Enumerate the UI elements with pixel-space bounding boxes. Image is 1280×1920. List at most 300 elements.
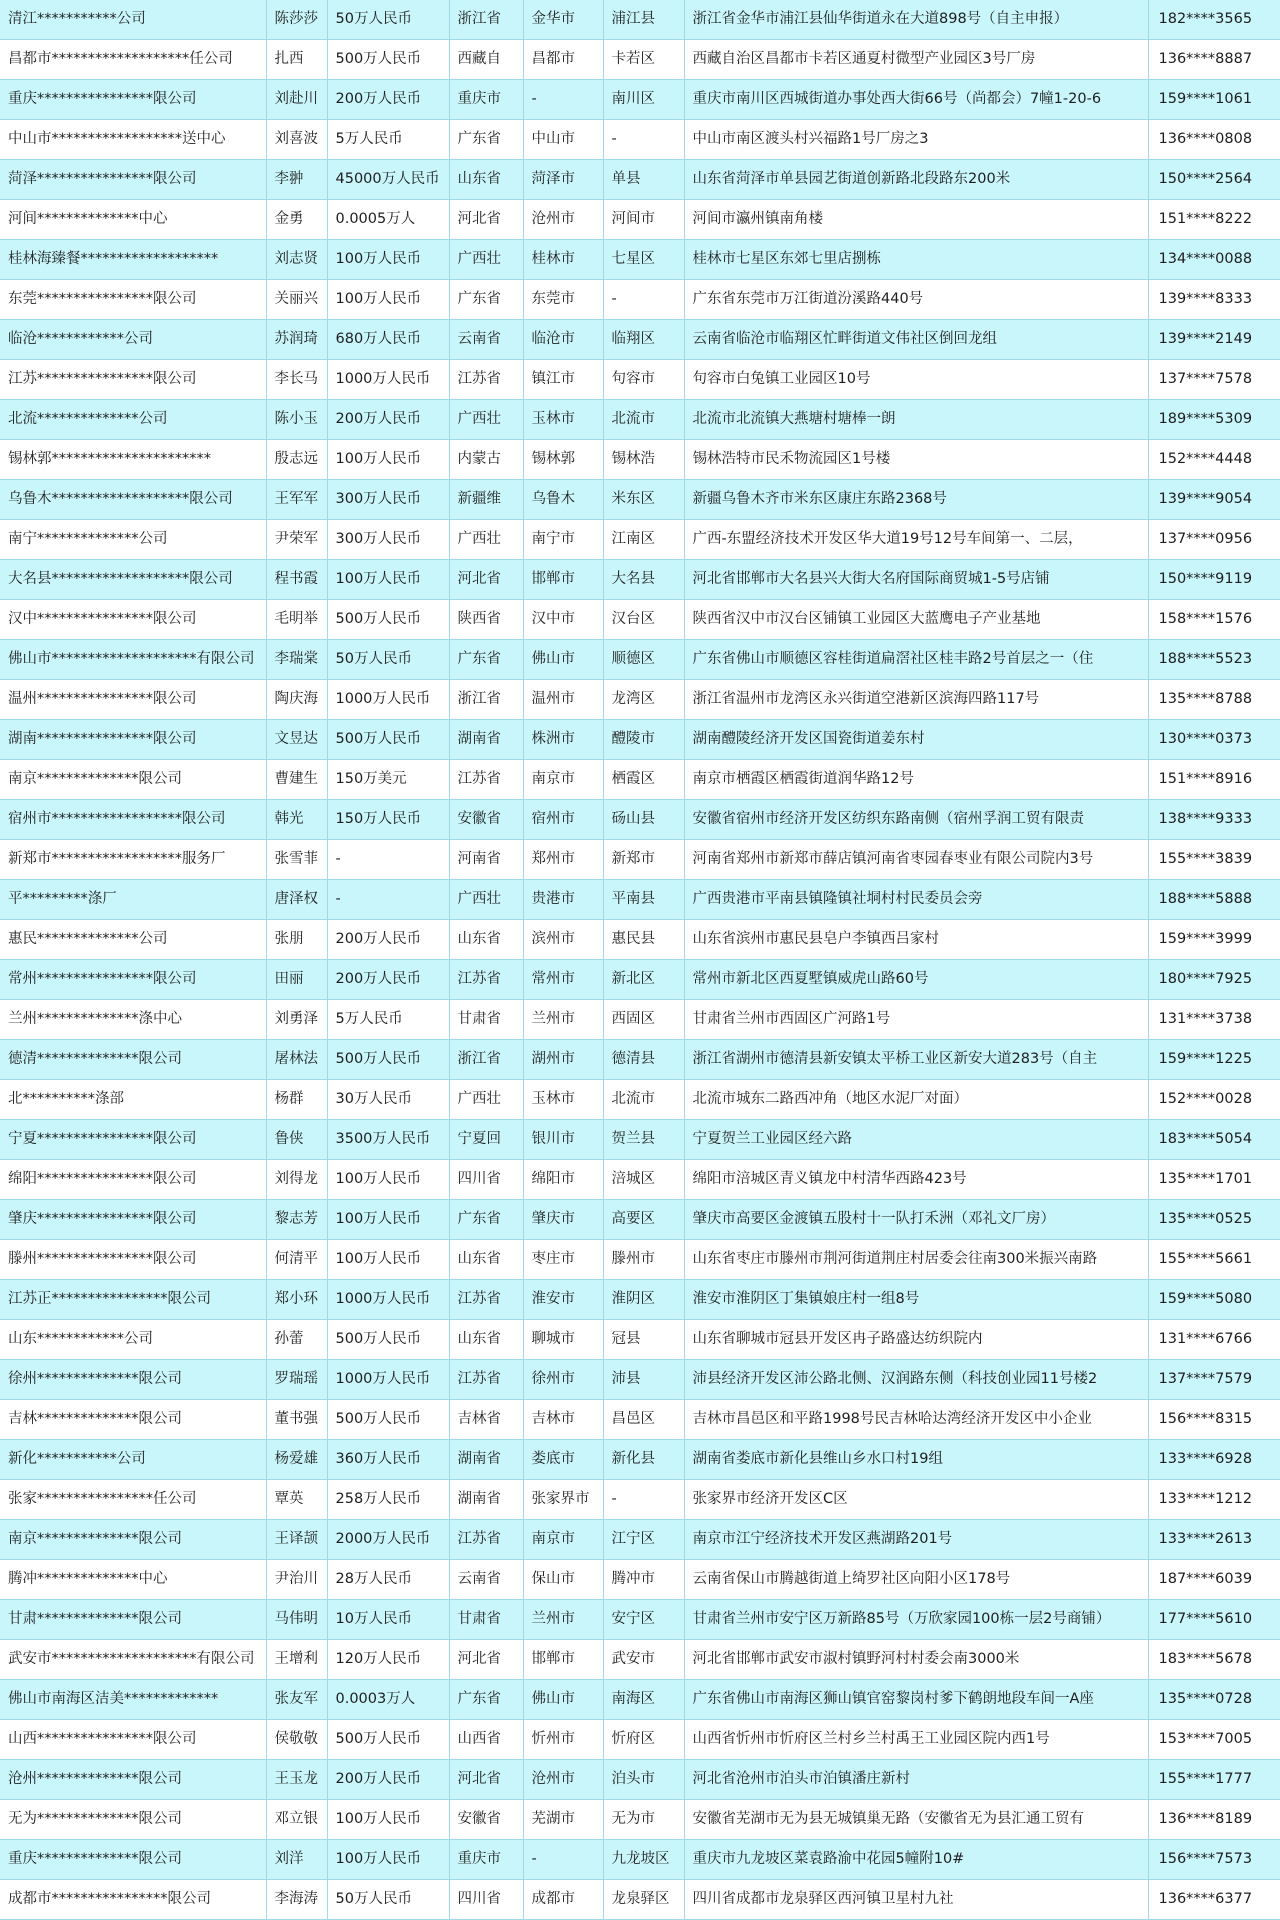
table-row xyxy=(0,640,1280,680)
address-cell: 河北省邯郸市武安市淑村镇野河村村委会南3000米 xyxy=(684,1640,1148,1680)
registered-capital-cell: 360万人民币 xyxy=(327,1440,449,1480)
registered-capital-cell: 0.0003万人 xyxy=(327,1680,449,1720)
table-row xyxy=(0,720,1280,760)
registered-capital-cell: 258万人民币 xyxy=(327,1480,449,1520)
province-cell: 甘肃省 xyxy=(449,1600,523,1640)
company-name-cell: 河间**************中心 xyxy=(0,200,266,240)
city-cell: 聊城市 xyxy=(523,1320,603,1360)
district-cell: 句容市 xyxy=(603,360,684,400)
phone-cell: 135****1701 xyxy=(1148,1160,1280,1200)
district-cell: 南川区 xyxy=(603,80,684,120)
company-name-cell: 甘肃**************限公司 xyxy=(0,1600,266,1640)
province-cell: 河北省 xyxy=(449,1640,523,1680)
address-cell: 锡林浩特市民禾物流园区1号楼 xyxy=(684,440,1148,480)
legal-rep-cell: 扎西 xyxy=(266,40,327,80)
address-cell: 宁夏贺兰工业园区经六路 xyxy=(684,1120,1148,1160)
city-cell: 郑州市 xyxy=(523,840,603,880)
phone-cell: 136****8189 xyxy=(1148,1800,1280,1840)
phone-cell: 137****0956 xyxy=(1148,520,1280,560)
phone-cell: 159****5080 xyxy=(1148,1280,1280,1320)
address-cell: 广西-东盟经济技术开发区华大道19号12号车间第一、二层， xyxy=(684,520,1148,560)
company-name-cell: 湖南****************限公司 xyxy=(0,720,266,760)
registered-capital-cell: 300万人民币 xyxy=(327,520,449,560)
city-cell: 成都市 xyxy=(523,1880,603,1920)
company-name-cell: 清江***********公司 xyxy=(0,0,266,40)
address-cell: 河南省郑州市新郑市薛店镇河南省枣园春枣业有限公司院内3号 xyxy=(684,840,1148,880)
phone-cell: 180****7925 xyxy=(1148,960,1280,1000)
company-name-cell: 新化***********公司 xyxy=(0,1440,266,1480)
city-cell: 锡林郭 xyxy=(523,440,603,480)
district-cell: - xyxy=(603,280,684,320)
registered-capital-cell: 200万人民币 xyxy=(327,960,449,1000)
table-row xyxy=(0,280,1280,320)
address-cell: 北流市城东二路西冲角（地区水泥厂对面） xyxy=(684,1080,1148,1120)
table-row xyxy=(0,200,1280,240)
address-cell: 广东省东莞市万江街道汾溪路440号 xyxy=(684,280,1148,320)
registered-capital-cell: 200万人民币 xyxy=(327,400,449,440)
legal-rep-cell: 刘志贤 xyxy=(266,240,327,280)
table-row xyxy=(0,1720,1280,1760)
legal-rep-cell: 陈小玉 xyxy=(266,400,327,440)
company-name-cell: 武安市********************有限公司 xyxy=(0,1640,266,1680)
province-cell: 广东省 xyxy=(449,1680,523,1720)
registered-capital-cell: 45000万人民币 xyxy=(327,160,449,200)
province-cell: 广西壮 xyxy=(449,520,523,560)
company-name-cell: 大名县*******************限公司 xyxy=(0,560,266,600)
province-cell: 河北省 xyxy=(449,1760,523,1800)
company-name-cell: 北流**************公司 xyxy=(0,400,266,440)
registered-capital-cell: 120万人民币 xyxy=(327,1640,449,1680)
registered-capital-cell: 100万人民币 xyxy=(327,1840,449,1880)
city-cell: 枣庄市 xyxy=(523,1240,603,1280)
company-name-cell: 临沧************公司 xyxy=(0,320,266,360)
city-cell: 兰州市 xyxy=(523,1600,603,1640)
city-cell: - xyxy=(523,80,603,120)
district-cell: 滕州市 xyxy=(603,1240,684,1280)
table-row xyxy=(0,1440,1280,1480)
address-cell: 广西贵港市平南县镇隆镇社垌村村民委员会旁 xyxy=(684,880,1148,920)
district-cell: 七星区 xyxy=(603,240,684,280)
table-row xyxy=(0,600,1280,640)
address-cell: 安徽省宿州市经济开发区纺织东路南侧（宿州孚润工贸有限责 xyxy=(684,800,1148,840)
address-cell: 云南省临沧市临翔区忙畔街道文伟社区倒回龙组 xyxy=(684,320,1148,360)
address-cell: 广东省佛山市顺德区容桂街道扁滘社区桂丰路2号首层之一（住 xyxy=(684,640,1148,680)
city-cell: 沧州市 xyxy=(523,200,603,240)
table-row xyxy=(0,1320,1280,1360)
address-cell: 云南省保山市腾越街道上绮罗社区向阳小区178号 xyxy=(684,1560,1148,1600)
company-name-cell: 山西****************限公司 xyxy=(0,1720,266,1760)
registered-capital-cell: 5万人民币 xyxy=(327,120,449,160)
registered-capital-cell: 500万人民币 xyxy=(327,1040,449,1080)
province-cell: 安徽省 xyxy=(449,800,523,840)
table-row xyxy=(0,1520,1280,1560)
city-cell: 湖州市 xyxy=(523,1040,603,1080)
table-row xyxy=(0,80,1280,120)
phone-cell: 159****1225 xyxy=(1148,1040,1280,1080)
district-cell: 锡林浩 xyxy=(603,440,684,480)
city-cell: 银川市 xyxy=(523,1120,603,1160)
city-cell: - xyxy=(523,1840,603,1880)
table-row xyxy=(0,800,1280,840)
province-cell: 广东省 xyxy=(449,280,523,320)
registered-capital-cell: 50万人民币 xyxy=(327,640,449,680)
company-name-cell: 绵阳****************限公司 xyxy=(0,1160,266,1200)
company-name-cell: 惠民**************公司 xyxy=(0,920,266,960)
address-cell: 山东省菏泽市单县园艺街道创新路北段路东200米 xyxy=(684,160,1148,200)
table-row xyxy=(0,1280,1280,1320)
company-name-cell: 温州****************限公司 xyxy=(0,680,266,720)
registered-capital-cell: 3500万人民币 xyxy=(327,1120,449,1160)
company-name-cell: 张家****************任公司 xyxy=(0,1480,266,1520)
registered-capital-cell: 500万人民币 xyxy=(327,1320,449,1360)
district-cell: 砀山县 xyxy=(603,800,684,840)
registered-capital-cell: - xyxy=(327,880,449,920)
registered-capital-cell: 150万人民币 xyxy=(327,800,449,840)
phone-cell: 136****8887 xyxy=(1148,40,1280,80)
company-name-cell: 德清**************限公司 xyxy=(0,1040,266,1080)
phone-cell: 131****6766 xyxy=(1148,1320,1280,1360)
province-cell: 湖南省 xyxy=(449,1440,523,1480)
table-row xyxy=(0,1760,1280,1800)
city-cell: 南京市 xyxy=(523,760,603,800)
district-cell: 九龙坡区 xyxy=(603,1840,684,1880)
district-cell: 江南区 xyxy=(603,520,684,560)
district-cell: 新郑市 xyxy=(603,840,684,880)
phone-cell: 187****6039 xyxy=(1148,1560,1280,1600)
city-cell: 玉林市 xyxy=(523,400,603,440)
city-cell: 张家界市 xyxy=(523,1480,603,1520)
table-row xyxy=(0,1480,1280,1520)
province-cell: 广西壮 xyxy=(449,1080,523,1120)
address-cell: 浙江省金华市浦江县仙华街道永在大道898号（自主申报） xyxy=(684,0,1148,40)
city-cell: 宿州市 xyxy=(523,800,603,840)
company-name-cell: 腾冲**************中心 xyxy=(0,1560,266,1600)
district-cell: 栖霞区 xyxy=(603,760,684,800)
phone-cell: 155****1777 xyxy=(1148,1760,1280,1800)
registered-capital-cell: 200万人民币 xyxy=(327,1760,449,1800)
district-cell: 无为市 xyxy=(603,1800,684,1840)
registered-capital-cell: 100万人民币 xyxy=(327,1240,449,1280)
city-cell: 汉中市 xyxy=(523,600,603,640)
table-row xyxy=(0,320,1280,360)
table-row xyxy=(0,1080,1280,1120)
table-row xyxy=(0,1400,1280,1440)
company-name-cell: 宿州市******************限公司 xyxy=(0,800,266,840)
table-row xyxy=(0,1160,1280,1200)
registered-capital-cell: 10万人民币 xyxy=(327,1600,449,1640)
city-cell: 菏泽市 xyxy=(523,160,603,200)
phone-cell: 133****2613 xyxy=(1148,1520,1280,1560)
district-cell: 昌邑区 xyxy=(603,1400,684,1440)
company-name-cell: 汉中****************限公司 xyxy=(0,600,266,640)
table-row xyxy=(0,1560,1280,1600)
province-cell: 重庆市 xyxy=(449,80,523,120)
district-cell: 汉台区 xyxy=(603,600,684,640)
province-cell: 江苏省 xyxy=(449,360,523,400)
address-cell: 中山市南区渡头村兴福路1号厂房之3 xyxy=(684,120,1148,160)
address-cell: 山西省忻州市忻府区兰村乡兰村禹王工业园区院内西1号 xyxy=(684,1720,1148,1760)
company-name-cell: 滕州****************限公司 xyxy=(0,1240,266,1280)
table-row xyxy=(0,880,1280,920)
legal-rep-cell: 刘洋 xyxy=(266,1840,327,1880)
district-cell: 新北区 xyxy=(603,960,684,1000)
province-cell: 内蒙古 xyxy=(449,440,523,480)
province-cell: 广东省 xyxy=(449,1200,523,1240)
table-row xyxy=(0,240,1280,280)
company-name-cell: 徐州**************限公司 xyxy=(0,1360,266,1400)
district-cell: 泊头市 xyxy=(603,1760,684,1800)
phone-cell: 130****0373 xyxy=(1148,720,1280,760)
company-name-cell: 南宁**************公司 xyxy=(0,520,266,560)
table-row xyxy=(0,1240,1280,1280)
legal-rep-cell: 邓立银 xyxy=(266,1800,327,1840)
registered-capital-cell: - xyxy=(327,840,449,880)
company-name-cell: 重庆****************限公司 xyxy=(0,80,266,120)
province-cell: 云南省 xyxy=(449,320,523,360)
legal-rep-cell: 刘得龙 xyxy=(266,1160,327,1200)
company-name-cell: 桂林海臻餐******************* xyxy=(0,240,266,280)
table-row xyxy=(0,560,1280,600)
phone-cell: 152****4448 xyxy=(1148,440,1280,480)
city-cell: 贵港市 xyxy=(523,880,603,920)
district-cell: 卡若区 xyxy=(603,40,684,80)
phone-cell: 183****5678 xyxy=(1148,1640,1280,1680)
registered-capital-cell: 1000万人民币 xyxy=(327,1280,449,1320)
city-cell: 邯郸市 xyxy=(523,560,603,600)
legal-rep-cell: 尹荣军 xyxy=(266,520,327,560)
city-cell: 温州市 xyxy=(523,680,603,720)
phone-cell: 153****7005 xyxy=(1148,1720,1280,1760)
province-cell: 重庆市 xyxy=(449,1840,523,1880)
phone-cell: 133****1212 xyxy=(1148,1480,1280,1520)
legal-rep-cell: 何清平 xyxy=(266,1240,327,1280)
city-cell: 忻州市 xyxy=(523,1720,603,1760)
registered-capital-cell: 100万人民币 xyxy=(327,1200,449,1240)
district-cell: 新化县 xyxy=(603,1440,684,1480)
phone-cell: 151****8916 xyxy=(1148,760,1280,800)
registered-capital-cell: 30万人民币 xyxy=(327,1080,449,1120)
province-cell: 广东省 xyxy=(449,640,523,680)
legal-rep-cell: 李长马 xyxy=(266,360,327,400)
table-row xyxy=(0,120,1280,160)
company-name-cell: 新郑市******************服务厂 xyxy=(0,840,266,880)
district-cell: 武安市 xyxy=(603,1640,684,1680)
district-cell: 临翔区 xyxy=(603,320,684,360)
registered-capital-cell: 1000万人民币 xyxy=(327,1360,449,1400)
district-cell: 浦江县 xyxy=(603,0,684,40)
city-cell: 临沧市 xyxy=(523,320,603,360)
phone-cell: 155****3839 xyxy=(1148,840,1280,880)
phone-cell: 136****6377 xyxy=(1148,1880,1280,1920)
company-name-cell: 山东************公司 xyxy=(0,1320,266,1360)
legal-rep-cell: 曹建生 xyxy=(266,760,327,800)
address-cell: 山东省聊城市冠县开发区冉子路盛达纺织院内 xyxy=(684,1320,1148,1360)
city-cell: 保山市 xyxy=(523,1560,603,1600)
company-name-cell: 菏泽****************限公司 xyxy=(0,160,266,200)
table-row xyxy=(0,1600,1280,1640)
city-cell: 兰州市 xyxy=(523,1000,603,1040)
table-row xyxy=(0,1800,1280,1840)
province-cell: 广西壮 xyxy=(449,880,523,920)
company-name-cell: 佛山市********************有限公司 xyxy=(0,640,266,680)
registered-capital-cell: 50万人民币 xyxy=(327,0,449,40)
district-cell: 惠民县 xyxy=(603,920,684,960)
address-cell: 张家界市经济开发区C区 xyxy=(684,1480,1148,1520)
table-row xyxy=(0,480,1280,520)
legal-rep-cell: 毛明举 xyxy=(266,600,327,640)
district-cell: 西固区 xyxy=(603,1000,684,1040)
district-cell: 贺兰县 xyxy=(603,1120,684,1160)
city-cell: 徐州市 xyxy=(523,1360,603,1400)
legal-rep-cell: 李瑞棠 xyxy=(266,640,327,680)
registered-capital-cell: 100万人民币 xyxy=(327,560,449,600)
city-cell: 桂林市 xyxy=(523,240,603,280)
table-row xyxy=(0,1880,1280,1920)
city-cell: 玉林市 xyxy=(523,1080,603,1120)
table-row xyxy=(0,360,1280,400)
phone-cell: 135****0525 xyxy=(1148,1200,1280,1240)
province-cell: 广西壮 xyxy=(449,240,523,280)
legal-rep-cell: 刘喜波 xyxy=(266,120,327,160)
legal-rep-cell: 王军军 xyxy=(266,480,327,520)
district-cell: 江宁区 xyxy=(603,1520,684,1560)
phone-cell: 139****8333 xyxy=(1148,280,1280,320)
registered-capital-cell: 300万人民币 xyxy=(327,480,449,520)
province-cell: 广东省 xyxy=(449,120,523,160)
address-cell: 吉林市昌邑区和平路1998号民吉林哈达湾经济开发区中小企业 xyxy=(684,1400,1148,1440)
province-cell: 河北省 xyxy=(449,200,523,240)
phone-cell: 133****6928 xyxy=(1148,1440,1280,1480)
phone-cell: 137****7578 xyxy=(1148,360,1280,400)
legal-rep-cell: 侯敬敬 xyxy=(266,1720,327,1760)
company-name-cell: 南京**************限公司 xyxy=(0,760,266,800)
address-cell: 南京市江宁经济技术开发区燕湖路201号 xyxy=(684,1520,1148,1560)
phone-cell: 158****1576 xyxy=(1148,600,1280,640)
city-cell: 株洲市 xyxy=(523,720,603,760)
registered-capital-cell: 200万人民币 xyxy=(327,920,449,960)
legal-rep-cell: 王译颉 xyxy=(266,1520,327,1560)
company-name-cell: 吉林**************限公司 xyxy=(0,1400,266,1440)
province-cell: 四川省 xyxy=(449,1880,523,1920)
address-cell: 浙江省温州市龙湾区永兴街道空港新区滨海四路117号 xyxy=(684,680,1148,720)
registered-capital-cell: 5万人民币 xyxy=(327,1000,449,1040)
district-cell: 龙泉驿区 xyxy=(603,1880,684,1920)
address-cell: 桂林市七星区东郊七里店捌栋 xyxy=(684,240,1148,280)
district-cell: 沛县 xyxy=(603,1360,684,1400)
table-row xyxy=(0,840,1280,880)
city-cell: 镇江市 xyxy=(523,360,603,400)
company-name-cell: 常州****************限公司 xyxy=(0,960,266,1000)
district-cell: 安宁区 xyxy=(603,1600,684,1640)
table-row xyxy=(0,1680,1280,1720)
city-cell: 滨州市 xyxy=(523,920,603,960)
company-name-cell: 乌鲁木*******************限公司 xyxy=(0,480,266,520)
address-cell: 湖南醴陵经济开发区国瓷街道姜东村 xyxy=(684,720,1148,760)
table-row xyxy=(0,680,1280,720)
legal-rep-cell: 殷志远 xyxy=(266,440,327,480)
company-name-cell: 东莞****************限公司 xyxy=(0,280,266,320)
legal-rep-cell: 郑小环 xyxy=(266,1280,327,1320)
province-cell: 新疆维 xyxy=(449,480,523,520)
province-cell: 陕西省 xyxy=(449,600,523,640)
table-row xyxy=(0,1120,1280,1160)
address-cell: 重庆市九龙坡区菜袁路渝中花园5幢附10# xyxy=(684,1840,1148,1880)
city-cell: 淮安市 xyxy=(523,1280,603,1320)
district-cell: 北流市 xyxy=(603,400,684,440)
city-cell: 金华市 xyxy=(523,0,603,40)
legal-rep-cell: 韩光 xyxy=(266,800,327,840)
district-cell: 龙湾区 xyxy=(603,680,684,720)
registered-capital-cell: 500万人民币 xyxy=(327,1720,449,1760)
province-cell: 湖南省 xyxy=(449,720,523,760)
district-cell: 北流市 xyxy=(603,1080,684,1120)
province-cell: 山东省 xyxy=(449,160,523,200)
province-cell: 江苏省 xyxy=(449,1520,523,1560)
table-row xyxy=(0,1040,1280,1080)
registered-capital-cell: 500万人民币 xyxy=(327,40,449,80)
address-cell: 河北省沧州市泊头市泊镇潘庄新村 xyxy=(684,1760,1148,1800)
phone-cell: 152****0028 xyxy=(1148,1080,1280,1120)
registered-capital-cell: 500万人民币 xyxy=(327,1400,449,1440)
table-row xyxy=(0,1200,1280,1240)
registered-capital-cell: 150万美元 xyxy=(327,760,449,800)
district-cell: 南海区 xyxy=(603,1680,684,1720)
province-cell: 云南省 xyxy=(449,1560,523,1600)
city-cell: 邯郸市 xyxy=(523,1640,603,1680)
registered-capital-cell: 1000万人民币 xyxy=(327,360,449,400)
address-cell: 句容市白兔镇工业园区10号 xyxy=(684,360,1148,400)
address-cell: 陕西省汉中市汉台区铺镇工业园区大蓝鹰电子产业基地 xyxy=(684,600,1148,640)
city-cell: 中山市 xyxy=(523,120,603,160)
legal-rep-cell: 张友军 xyxy=(266,1680,327,1720)
company-name-cell: 沧州**************限公司 xyxy=(0,1760,266,1800)
phone-cell: 156****7573 xyxy=(1148,1840,1280,1880)
address-cell: 山东省枣庄市滕州市荆河街道荆庄村居委会往南300米振兴南路 xyxy=(684,1240,1148,1280)
phone-cell: 159****1061 xyxy=(1148,80,1280,120)
company-name-cell: 中山市******************送中心 xyxy=(0,120,266,160)
province-cell: 浙江省 xyxy=(449,0,523,40)
province-cell: 江苏省 xyxy=(449,1280,523,1320)
phone-cell: 137****7579 xyxy=(1148,1360,1280,1400)
phone-cell: 183****5054 xyxy=(1148,1120,1280,1160)
district-cell: 顺德区 xyxy=(603,640,684,680)
registered-capital-cell: 0.0005万人 xyxy=(327,200,449,240)
address-cell: 浙江省湖州市德清县新安镇太平桥工业区新安大道283号（自主 xyxy=(684,1040,1148,1080)
table-row xyxy=(0,1360,1280,1400)
registered-capital-cell: 500万人民币 xyxy=(327,720,449,760)
province-cell: 湖南省 xyxy=(449,1480,523,1520)
district-cell: 高要区 xyxy=(603,1200,684,1240)
table-row xyxy=(0,0,1280,40)
legal-rep-cell: 金勇 xyxy=(266,200,327,240)
table-row xyxy=(0,400,1280,440)
legal-rep-cell: 陈莎莎 xyxy=(266,0,327,40)
phone-cell: 135****8788 xyxy=(1148,680,1280,720)
legal-rep-cell: 程书霞 xyxy=(266,560,327,600)
registered-capital-cell: 200万人民币 xyxy=(327,80,449,120)
company-name-cell: 无为**************限公司 xyxy=(0,1800,266,1840)
registered-capital-cell: 100万人民币 xyxy=(327,280,449,320)
legal-rep-cell: 陶庆海 xyxy=(266,680,327,720)
province-cell: 河南省 xyxy=(449,840,523,880)
address-cell: 淮安市淮阴区丁集镇娘庄村一组8号 xyxy=(684,1280,1148,1320)
district-cell: - xyxy=(603,1480,684,1520)
legal-rep-cell: 马伟明 xyxy=(266,1600,327,1640)
address-cell: 甘肃省兰州市安宁区万新路85号（万欣家园100栋一层2号商铺） xyxy=(684,1600,1148,1640)
address-cell: 重庆市南川区西城街道办事处西大街66号（尚都会）7幢1-20-6 xyxy=(684,80,1148,120)
address-cell: 新疆乌鲁木齐市米东区康庄东路2368号 xyxy=(684,480,1148,520)
district-cell: 淮阴区 xyxy=(603,1280,684,1320)
